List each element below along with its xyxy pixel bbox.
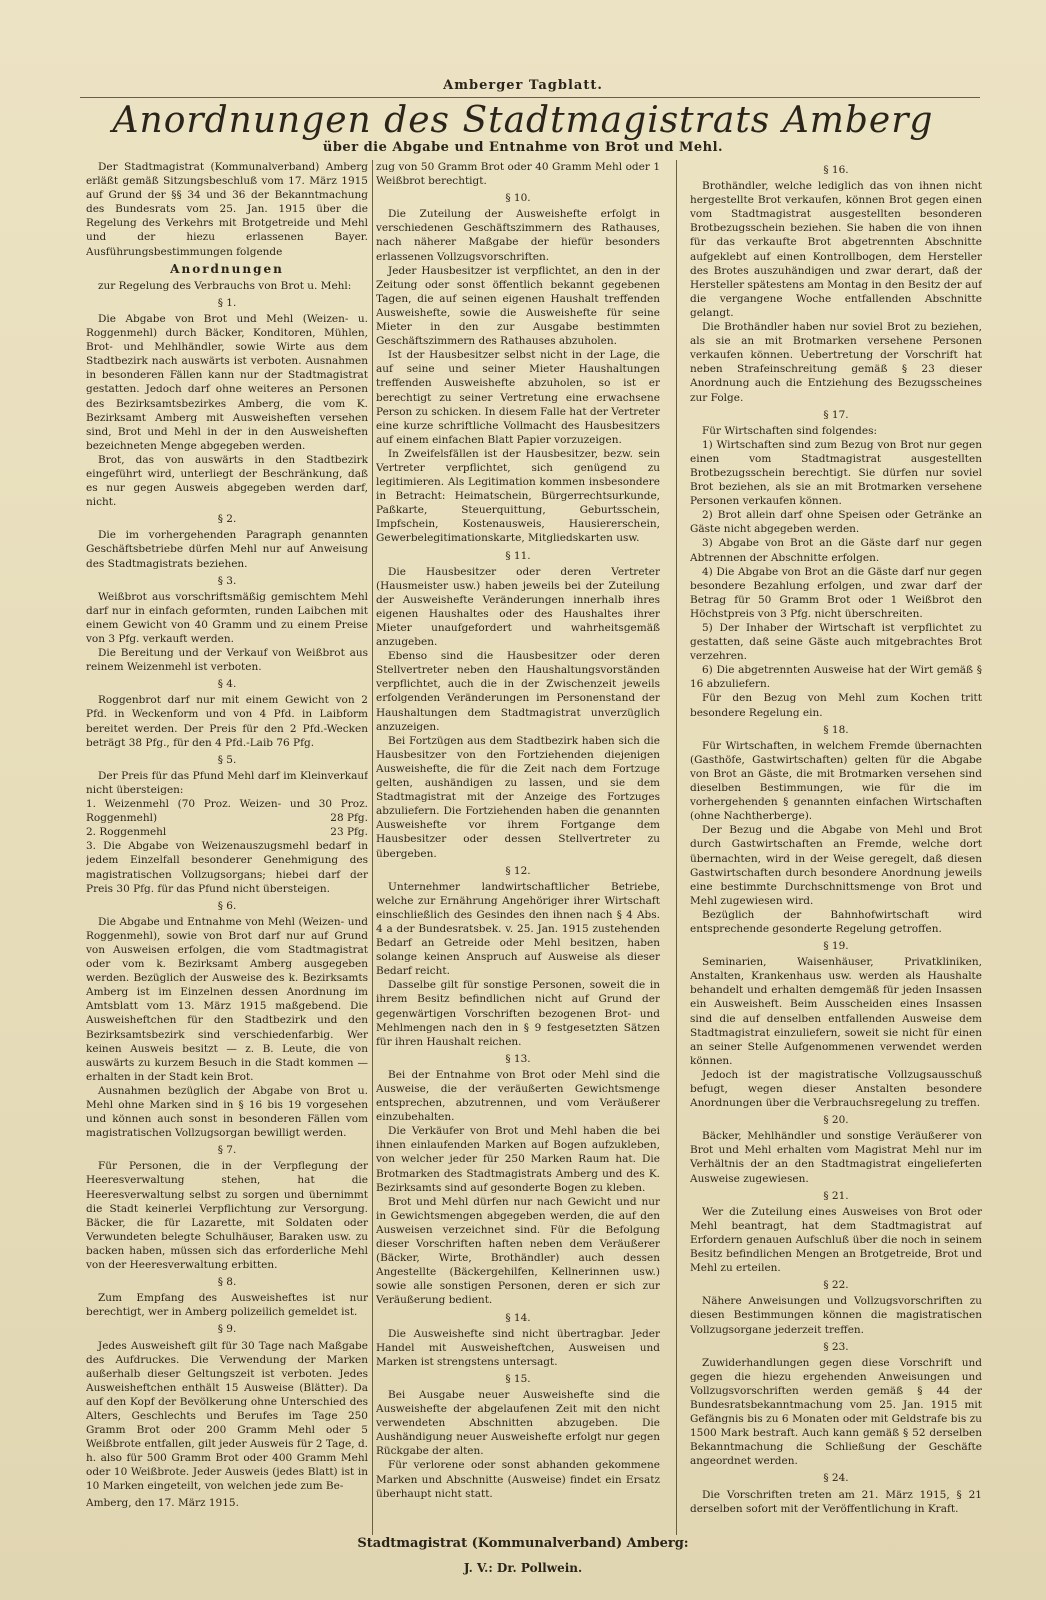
section-heading: § 2. [217,513,237,526]
price-value: 28 Pfg. [330,812,368,825]
paragraph: Der Preis für das Pfund Mehl darf im Kleinverkauf nicht übersteigen: [86,769,368,796]
masthead-rule [80,97,980,98]
paragraph: Die Hausbesitzer oder deren Vertreter (Hausmeister usw.) haben jeweils bei der Zuteilung der Ausweishefte Veränderungen innerhalb ihres eigenen Haushaltes oder des Haushaltes ihrer Mieter unaufgefordert und wahrheitsgemäß anzugeben. [376,565,660,649]
section-heading: § 14. [505,1311,531,1324]
section-heading: § 16. [823,164,849,176]
list-item: 2) Brot allein darf ohne Speisen oder Getränke an Gäste nicht abgegeben werden. [690,509,982,536]
column-right [690,160,982,1530]
paragraph: Der Bezug und die Abgabe von Mehl und Brot durch Gastwirtschaften an Fremde, welche dort übernachten, wird in der Weise geregelt, daß diesen Gastwirtschaften durch besondere Anordnung jeweils eine bestimmte Durchschnittsmenge von Brot und Mehl zugewiesen wird. [690,824,982,907]
paragraph: Brothändler, welche lediglich das von ihnen nicht hergestellte Brot verkaufen, können Brot gegen einen vom Stadtmagistrat ausgestellten besonderen Brotbezugsschein beziehen. Sie haben die von ihnen für das verkaufte Brot abgetrennten Abschnitte aufgeklebt auf einen Kontrollbogen, dem Hersteller des Brotes auszuhändigen und zwar derart, daß der Hersteller spätestens am Montag in den Besitz der auf die vergangene Woche entfallenden Abschnitte gelangt. [690,180,982,319]
paragraph: Seminarien, Waisenhäuser, Privatkliniken, Anstalten, Krankenhaus usw. werden als Haushalte behandelt und erhalten demgemäß für jeden Insassen ein Ausweisheft. Beim Ausscheiden eines Insassen sind die auf denselben entfallenden Ausweise dem Stadtmagistrat einzuliefern, soweit sie nicht für einen an seiner Stelle Aufgenommenen verwendet werden können. [690,956,982,1067]
paragraph: Weißbrot aus vorschriftsmäßig gemischtem Mehl darf nur in einfach geformten, runden Laibchen mit einem Gewicht von 40 Gramm und zu einem Preise von 3 Pfg. verkauft werden. [86,590,368,645]
list-item: 3) Abgabe von Brot an die Gäste darf nur gegen Abtrennen der Abschnitte erfolgen. [690,537,982,564]
section-heading: § 1. [217,296,237,309]
heading-anordnungen: Anordnungen [170,261,284,276]
section-heading: § 19. [823,940,849,953]
section-heading: § 9. [217,1323,237,1336]
paragraph: Dasselbe gilt für sonstige Personen, soweit die in ihrem Besitz befindlichen nicht auf Grund der gegenwärtigen Vorschriften bezogenen Brot- und Mehlmengen nach den in § 9 festgesetzten Sätzen für ihren Haushalt reichen. [376,979,660,1048]
page-subtitle: über die Abgabe und Entnahme von Brot und Mehl. [322,140,724,155]
paragraph: Nähere Anweisungen und Vollzugsvorschriften zu diesen Bestimmungen können die magistratischen Vollzugsorgane jederzeit treffen. [690,1295,982,1336]
section-heading: § 4. [217,678,237,691]
paragraph: Die Verkäufer von Brot und Mehl haben die bei ihnen einlaufenden Marken auf Bogen aufzukleben, von welcher jeder für 250 Marken Raum hat. Die Brotmarken des Stadtmagistrats Amberg und des K. Bezirksamts sind auf gesonderte Bogen zu kleben. [376,1125,660,1194]
signature-line: J. V.: Dr. Pollwein. [463,1561,583,1575]
section-heading: § 24. [823,1472,849,1485]
section-heading: § 21. [823,1189,849,1202]
paragraph: Bezüglich der Bahnhofwirtschaft wird entsprechende gesonderte Regelung getroffen. [690,908,982,935]
price-list-item [86,797,368,825]
paragraph: Bei der Entnahme von Brot oder Mehl sind die Ausweise, die der veräußerten Gewichtsmenge entsprechen, abzutrennen, und vom Veräußerer einzubehalten. [376,1068,660,1124]
paragraph: Für verlorene oder sonst abhanden gekommene Marken und Abschnitte (Ausweise) findet ein Ersatz überhaupt nicht statt. [376,1459,660,1500]
paragraph: Für Wirtschaften, in welchem Fremde übernachten (Gasthöfe, Gastwirtschaften) gelten für die Abgabe von Brot an Gäste, die mit Brotmarken versehen sind dieselben Bestimmungen, wie für die im vorhergehenden § genannten einfachen Wirtschaften (ohne Nachtherberge). [690,739,982,823]
paragraph: Jedes Ausweisheft gilt für 30 Tage nach Maßgabe des Aufdruckes. Die Verwendung der Marken außerhalb dieser Geltungszeit ist verboten. Jedes Ausweisheftchen enthält 15 Ausweise (Blätter). Da auf den Kopf der Bevölkerung ohne Unterschied des Alters, Geschlechts und Berufes im Tage 250 Gramm Brot oder 200 Gramm Mehl oder 5 Weißbrote entfallen, gilt jeder Ausweis für 2 Tage, d. h. also für 500 Gramm Brot oder 400 Gramm Mehl oder 10 Weißbrote. Jeder Ausweis (jedes Blatt) ist in 10 Marken eingeteilt, von welchen jede zum Be- [86,1339,368,1493]
section-heading: § 22. [823,1279,849,1292]
paragraph: Für Wirtschaften sind folgendes: [702,424,878,437]
paragraph: Unternehmer landwirtschaftlicher Betriebe, welche zur Ernährung Angehöriger ihrer Wirtschaft einschließlich des Gesindes den ihnen nach § 4 Abs. 4 a der Bundesratsbek. v. 25. Jan. 1915 zustehenden Bedarf an Getreide oder Mehl besitzen, haben solange keinen Anspruch auf Ausweise als dieser Bedarf reicht. [376,880,660,978]
price-item-label: 2. Roggenmehl [86,826,167,839]
section-heading: § 18. [823,723,849,736]
paragraph: Bäcker, Mehlhändler und sonstige Veräußerer von Brot und Mehl erhalten vom Magistrat Mehl nur im Verhältnis der an den Stadtmagistrat eingelieferten Ausweise zugewiesen. [690,1130,982,1185]
paragraph: Die im vorhergehenden Paragraph genannten Geschäftsbetriebe dürfen Mehl nur auf Anweisung des Stadtmagistrats beziehen. [86,529,368,570]
paragraph: In Zweifelsfällen ist der Hausbesitzer, bezw. sein Vertreter verpflichtet, sich genügend zu legitimieren. Als Legitimation kommen insbesondere in Betracht: Heimatschein, Bürgerrechtsurkunde, Paßkarte, Steuerquittung, Geburtsschein, Impfschein, Kostenausweis, Hausiererschein, Gewerbelegitimationskarte, Mitgliedskarten usw. [376,447,660,545]
section-heading: § 7. [217,1144,237,1157]
section-heading: § 6. [217,899,237,912]
date-line: Amberg, den 17. März 1915. [86,1496,239,1509]
paragraph: Bei Ausgabe neuer Ausweishefte sind die Ausweishefte der abgelaufenen Zeit mit den nicht verwendeten Abschnitten abzugeben. Die Aushändigung neuer Ausweishefte erfolgt nur gegen Rückgabe der alten. [376,1388,660,1458]
paragraph: Die Zuteilung der Ausweishefte erfolgt in verschiedenen Geschäftszimmern des Rathauses, nach näherer Maßgabe der hiefür besonders erlassenen Vollzugsvorschriften. [376,208,660,263]
price-list-item [86,825,368,839]
paragraph: Für Personen, die in der Verpflegung der Heeresverwaltung stehen, hat die Heeresverwaltung selbst zu sorgen und übernimmt die Stadt keinerlei Verpflichtung zur Versorgung. Bäcker, die für Lazarette, mit Soldaten oder Verwundeten belegte Schulhäuser, Baraken usw. zu backen haben, müssen sich das erforderliche Mehl von der Heeresverwaltung erbitten. [86,1160,368,1272]
issuing-authority: Stadtmagistrat (Kommunalverband) Amberg: [357,1536,689,1551]
list-item: 6) Die abgetrennten Ausweise hat der Wirt gemäß § 16 abzuliefern. [690,664,982,691]
intro-paragraph: Der Stadtmagistrat (Kommunalverband) Amberg erläßt gemäß Sitzungsbeschluß vom 17. März 1915 auf Grund der §§ 34 und 36 der Bekanntmachung des Bundesrats vom 25. Jan. 1915 über die Regelung des Verkehrs mit Brotgetreide und Mehl und der hiezu erlassenen Bayer. Ausführungsbestimmungen folgende [86,161,368,258]
paragraph: Zuwiderhandlungen gegen diese Vorschrift und gegen die hiezu ergehenden Anweisungen und Vollzugsvorschriften werden gemäß § 44 der Bundesratsbekanntmachung vom 25. Jan. 1915 mit Gefängnis bis zu 6 Monaten oder mit Geldstrafe bis zu 1500 Mark bestraft. Auch kann gemäß § 52 derselben Bekanntmachung die Schließung der Geschäfte angeordnet werden. [690,1356,982,1468]
paragraph: Brot und Mehl dürfen nur nach Gewicht und nur in Gewichtsmengen abgegeben werden, die auf den Ausweisen verzeichnet sind. Für die Befolgung dieser Vorschriften haften neben dem Veräußerer (Bäcker, Wirte, Brothändler) auch dessen Angestellte (Bäckergehilfen, Kellnerinnen usw.) sowie alle sonstigen Personen, deren er sich zur Veräußerung bedient. [376,1195,660,1307]
price-item-label: 1. Weizenmehl (70 Proz. Weizen- und 30 Proz. Roggenmehl) [86,798,368,825]
section-heading: § 23. [823,1340,849,1353]
paragraph: Jeder Hausbesitzer ist verpflichtet, an den in der Zeitung oder sonst öffentlich bekannt gegebenen Tagen, die auf seinen eigenen Haushalt treffenden Ausweishefte, sowie die Ausweishefte für seine Mieter in den zur Ausgabe bestimmten Geschäftszimmern des Rathauses abzuholen. [376,264,660,348]
section-heading: § 8. [217,1276,237,1289]
list-item: 1) Wirtschaften sind zum Bezug von Brot nur gegen einen vom Stadtmagistrat ausgestellten Brotbezugsschein berechtigt. Sie dürfen nur soviel Brot beziehen, als sie an mit Brotmarken versehene Personen verkaufen können. [690,438,982,508]
paragraph: Ebenso sind die Hausbesitzer oder deren Stellvertreter neben den Haushaltungsvorständen verpflichtet, auch die in der Zwischenzeit jeweils erfolgenden Veränderungen im Personenstand der Haushaltungen dem Stadtmagistrat unverzüglich anzuzeigen. [376,650,660,733]
page-title: Anordnungen des Stadtmagistrats Amberg [112,100,934,141]
paragraph: Die Abgabe und Entnahme von Mehl (Weizen- und Roggenmehl), sowie von Brot darf nur auf Grund von Ausweisen erfolgen, die vom Stadtmagistrat oder vom k. Bezirksamt Amberg ausgegeben werden. Bezüglich der Ausweise des k. Bezirksamts Amberg ist im Einzelnen dessen Anordnung im Amtsblatt vom 13. März 1915 maßgebend. Die Ausweisheftchen für den Stadtbezirk und den Bezirksamtsbezirk sind verschiedenfarbig. Wer keinen Ausweis besitzt — z. B. Leute, die von auswärts zu kurzem Besuch in die Stadt kommen — erhalten in der Stadt kein Brot. [86,915,368,1083]
paragraph: Wer die Zuteilung eines Ausweises von Brot oder Mehl beantragt, hat dem Stadtmagistrat auf Erfordern genauen Aufschluß über die noch in seinem Besitz befindlichen Mengen an Brotgetreide, Brot und Mehl zu erteilen. [690,1205,982,1275]
paragraph: Bei Fortzügen aus dem Stadtbezirk haben sich die Hausbesitzer von den Fortziehenden diejenigen Ausweishefte, die für die Zeit nach dem Fortzuge gelten, aushändigen zu lassen, und sie dem Stadtmagistrat mit der Anzeige des Fortzuges abzuliefern. Die Fortziehenden haben die genannten Ausweishefte vor ihrem Fortgange dem Hausbesitzer oder dessen Stellvertreter zu übergeben. [376,734,660,860]
section-heading: § 12. [505,864,531,877]
price-list-item: 3. Die Abgabe von Weizenauszugsmehl bedarf in jedem Einzelfall besonderer Genehmigung des magistratischen Vollzugsorgans; hiebei darf der Preis 30 Pfg. für das Pfund nicht übersteigen. [86,840,368,895]
paragraph: Zum Empfang des Ausweisheftes ist nur berechtigt, wer in Amberg polizeilich gemeldet ist. [86,1292,368,1319]
paragraph: Die Ausweishefte sind nicht übertragbar. Jeder Handel mit Ausweisheftchen, Ausweisen und Marken ist strengstens untersagt. [376,1327,660,1368]
column-left [86,160,368,1530]
paragraph: zur Regelung des Verbrauchs von Brot u. Mehl: [98,279,352,292]
price-value: 23 Pfg. [330,826,368,839]
section-heading: § 5. [217,753,237,766]
column-divider [372,160,373,1535]
price-list [86,797,368,896]
section-heading: § 15. [505,1372,531,1385]
masthead: Amberger Tagblatt. [443,78,603,93]
paragraph: Für den Bezug von Mehl zum Kochen tritt besondere Regelung ein. [690,692,982,719]
list-item: 5) Der Inhaber der Wirtschaft ist verpflichtet zu gestatten, daß seine Gäste auch mitgebrachtes Brot verzehren. [690,622,982,663]
column-divider [676,160,677,1535]
paragraph: Die Vorschriften treten am 21. März 1915, § 21 derselben sofort mit der Veröffentlichung in Kraft. [690,1488,982,1515]
section-heading: § 10. [505,192,531,205]
section-heading: § 17. [823,408,849,421]
paragraph: Brot, das von auswärts in den Stadtbezirk eingeführt wird, unterliegt der Beschränkung, daß es nur gegen Ausweis abgegeben werden darf, nicht. [86,453,368,509]
column-middle [376,160,660,1530]
paragraph: zug von 50 Gramm Brot oder 40 Gramm Mehl oder 1 Weißbrot berechtigt. [376,161,660,188]
list-item: 4) Die Abgabe von Brot an die Gäste darf nur gegen besondere Bezahlung erfolgen, und zwar darf der Betrag für 50 Gramm Brot oder 1 Weißbrot den Höchstpreis von 3 Pfg. nicht überschreiten. [690,565,982,620]
paragraph: Die Bereitung und der Verkauf von Weißbrot aus reinem Weizenmehl ist verboten. [86,647,368,674]
section-heading: § 11. [505,549,531,562]
paragraph: Ausnahmen bezüglich der Abgabe von Brot u. Mehl ohne Marken sind in § 16 bis 19 vorgesehen und können auch sonst in besonderen Fällen vom magistratischen Vollzugsorgan bewilligt werden. [86,1084,368,1140]
paragraph: Jedoch ist der magistratische Vollzugsausschuß befugt, wegen dieser Anstalten besondere Anordnungen über die Verbrauchsregelung zu treffen. [690,1068,982,1110]
section-heading: § 20. [823,1114,849,1127]
paragraph: Die Abgabe von Brot und Mehl (Weizen- u. Roggenmehl) durch Bäcker, Konditoren, Mühlen, Brot- und Mehlhändler, sowie Wirte aus dem Stadtbezirk nach auswärts ist verboten. Ausnahmen in besonderen Fällen kann nur der Stadtmagistrat gestatten. Jedoch darf ohne weiteres an Personen des Bezirksamtsbezirkes Amberg, die vom K. Bezirksamt Amberg mit Ausweisheften versehen sind, Brot und Mehl in der in den Ausweisheften bezeichneten Menge abgegeben werden. [86,312,368,452]
paragraph: Roggenbrot darf nur mit einem Gewicht von 2 Pfd. in Weckenform und von 4 Pfd. in Laibform bereitet werden. Der Preis für den 2 Pfd.-Wecken beträgt 38 Pfg., für den 4 Pfd.-Laib 76 Pfg. [86,694,368,749]
section-heading: § 13. [505,1052,531,1065]
paragraph: Die Brothändler haben nur soviel Brot zu beziehen, als sie an mit Brotmarken versehene Personen verkaufen können. Uebertretung der Vorschrift hat neben Strafeinschreitung gemäß § 23 dieser Anordnung auch die Entziehung des Bezugsscheines zur Folge. [690,321,982,404]
paragraph: Ist der Hausbesitzer selbst nicht in der Lage, die auf seine und seiner Mieter Haushaltungen treffenden Ausweishefte abzuholen, so ist er berechtigt zu seiner Vertretung eine erwachsene Person zu schicken. In diesem Falle hat der Vertreter eine kurze schriftliche Vollmacht des Hausbesitzers auf einem einfachen Blatt Papier vorzuzeigen. [376,349,660,446]
section-heading: § 3. [217,574,237,587]
